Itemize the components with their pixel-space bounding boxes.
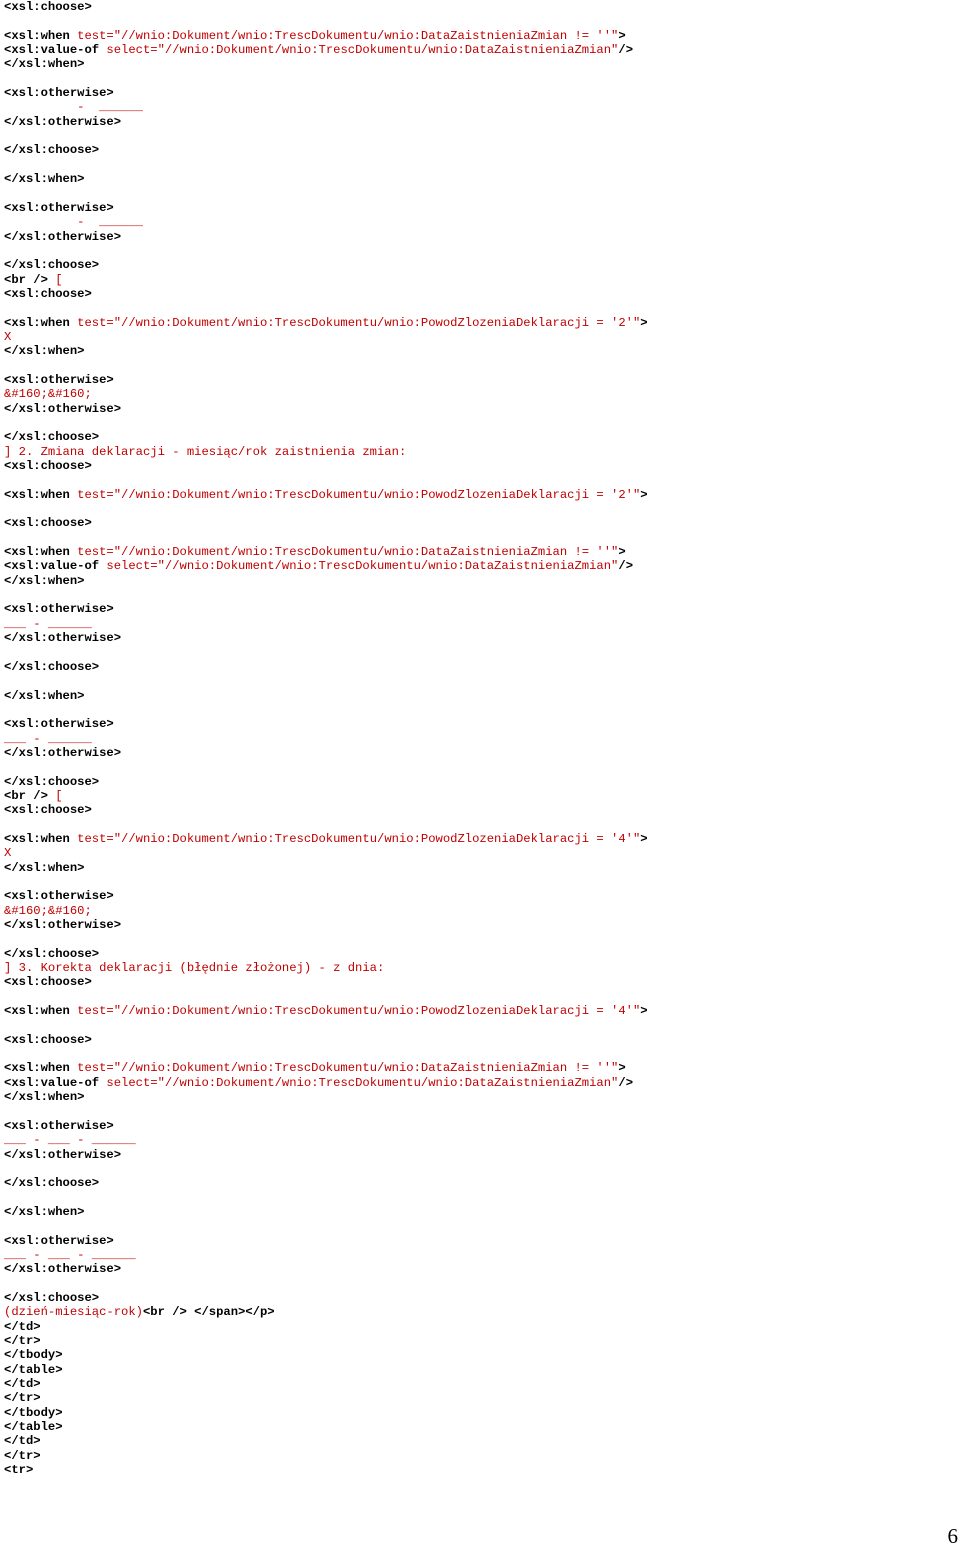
blank-line	[4, 1018, 648, 1032]
xml-tag: </tr>	[4, 1448, 41, 1463]
xml-tag: />	[618, 43, 634, 58]
xml-tag: <xsl:otherwise>	[4, 86, 114, 101]
blank-line	[4, 186, 648, 200]
xml-tag: </tbody>	[4, 1348, 63, 1363]
attribute-or-text: - ______	[4, 215, 143, 230]
attribute-or-text: test="//wnio:Dokument/wnio:TrescDokumentu/wnio:PowodZlozeniaDeklaracji = '4'"	[77, 1004, 641, 1019]
code-line	[4, 1348, 648, 1362]
xml-tag: </tr>	[4, 1391, 41, 1406]
code-line	[4, 631, 648, 645]
code-line	[4, 445, 648, 459]
blank-line	[4, 1219, 648, 1233]
xml-tag: <xsl:when	[4, 315, 78, 330]
code-line	[4, 373, 648, 387]
xml-tag: </xsl:choose>	[4, 774, 100, 789]
xml-tag: >	[640, 831, 648, 846]
xsl-code-listing	[4, 0, 648, 1477]
xml-tag: <br />	[4, 272, 48, 287]
xml-tag: <xsl:otherwise>	[4, 889, 114, 904]
attribute-or-text: test="//wnio:Dokument/wnio:TrescDokumentu/wnio:PowodZlozeniaDeklaracji = '4'"	[77, 831, 641, 846]
code-line	[4, 330, 648, 344]
attribute-or-text: &#160;&#160;	[4, 903, 92, 918]
code-line	[4, 961, 648, 975]
code-line	[4, 1133, 648, 1147]
attribute-or-text: - ______	[4, 100, 143, 115]
xml-tag: </xsl:choose>	[4, 659, 100, 674]
code-line	[4, 1391, 648, 1405]
xml-tag: <xsl:when	[4, 487, 78, 502]
attribute-or-text: &#160;&#160;	[4, 387, 92, 402]
xml-tag: </table>	[4, 1420, 63, 1435]
code-line	[4, 273, 648, 287]
xml-tag: <br />	[4, 788, 48, 803]
blank-line	[4, 760, 648, 774]
code-line	[4, 1320, 648, 1334]
xml-tag: </xsl:choose>	[4, 430, 100, 445]
xml-tag: </tbody>	[4, 1405, 63, 1420]
blank-line	[4, 301, 648, 315]
code-line	[4, 0, 648, 14]
xml-tag: <tr>	[4, 1463, 34, 1478]
attribute-or-text: X	[4, 329, 12, 344]
code-line	[4, 488, 648, 502]
code-line	[4, 516, 648, 530]
code-line	[4, 43, 648, 57]
code-line	[4, 732, 648, 746]
code-line	[4, 775, 648, 789]
xml-tag: </xsl:choose>	[4, 258, 100, 273]
xml-tag: <xsl:otherwise>	[4, 717, 114, 732]
code-line	[4, 459, 648, 473]
blank-line	[4, 1162, 648, 1176]
xml-tag: </xsl:choose>	[4, 1176, 100, 1191]
xml-tag: </xsl:when>	[4, 172, 85, 187]
attribute-or-text: select="//wnio:Dokument/wnio:TrescDokumentu/wnio:DataZaistnieniaZmian"	[106, 43, 619, 58]
blank-line	[4, 14, 648, 28]
code-line	[4, 100, 648, 114]
xml-tag: </xsl:when>	[4, 573, 85, 588]
xml-tag: </xsl:otherwise>	[4, 114, 122, 129]
xml-tag: </xsl:choose>	[4, 1290, 100, 1305]
attribute-or-text: ___ - ___ - ______	[4, 1247, 136, 1262]
blank-line	[4, 129, 648, 143]
code-line	[4, 115, 648, 129]
code-line	[4, 1305, 648, 1319]
code-line	[4, 316, 648, 330]
code-line	[4, 1406, 648, 1420]
xml-tag: <xsl:otherwise>	[4, 372, 114, 387]
blank-line	[4, 502, 648, 516]
attribute-or-text: test="//wnio:Dokument/wnio:TrescDokumentu/wnio:PowodZlozeniaDeklaracji = '2'"	[77, 315, 641, 330]
code-line	[4, 689, 648, 703]
xml-tag: </xsl:when>	[4, 688, 85, 703]
xml-tag: >	[640, 315, 648, 330]
attribute-or-text: [	[47, 788, 63, 803]
xml-tag: </xsl:otherwise>	[4, 631, 122, 646]
code-line	[4, 1004, 648, 1018]
code-line	[4, 947, 648, 961]
code-line	[4, 287, 648, 301]
xml-tag: </xsl:when>	[4, 57, 85, 72]
xml-tag: </xsl:otherwise>	[4, 401, 122, 416]
xml-tag: <xsl:otherwise>	[4, 602, 114, 617]
code-line	[4, 430, 648, 444]
code-line	[4, 29, 648, 43]
attribute-or-text: [	[47, 272, 63, 287]
attribute-or-text: X	[4, 846, 12, 861]
xml-tag: <xsl:choose>	[4, 459, 92, 473]
blank-line	[4, 531, 648, 545]
xml-tag: <xsl:value-of	[4, 43, 107, 58]
code-line	[4, 559, 648, 573]
xml-tag: <xsl:choose>	[4, 516, 92, 531]
blank-line	[4, 1277, 648, 1291]
blank-line	[4, 1104, 648, 1118]
xml-tag: >	[618, 1061, 626, 1076]
xml-tag: >	[640, 487, 648, 502]
xml-tag: </xsl:otherwise>	[4, 918, 122, 932]
xml-tag: </xsl:when>	[4, 1090, 85, 1105]
code-line	[4, 57, 648, 71]
xml-tag: </td>	[4, 1434, 41, 1449]
code-line	[4, 387, 648, 401]
blank-line	[4, 158, 648, 172]
attribute-or-text: ___ - ______	[4, 731, 92, 746]
blank-line	[4, 473, 648, 487]
code-line	[4, 172, 648, 186]
xml-tag: </xsl:otherwise>	[4, 745, 122, 760]
xml-tag: </table>	[4, 1362, 63, 1377]
code-line	[4, 1076, 648, 1090]
attribute-or-text: ] 3. Korekta deklaracji (błędnie złożonej) - z dnia:	[4, 961, 385, 976]
code-line	[4, 574, 648, 588]
blank-line	[4, 818, 648, 832]
xml-tag: <xsl:when	[4, 28, 78, 43]
xml-tag: >	[618, 545, 626, 560]
xml-tag: </td>	[4, 1377, 41, 1391]
code-line	[4, 789, 648, 803]
blank-line	[4, 645, 648, 659]
attribute-or-text: select="//wnio:Dokument/wnio:TrescDokumentu/wnio:DataZaistnieniaZmian"	[106, 1075, 619, 1090]
code-line	[4, 402, 648, 416]
xml-tag: />	[618, 559, 634, 574]
blank-line	[4, 703, 648, 717]
code-line	[4, 1119, 648, 1133]
code-line	[4, 617, 648, 631]
code-line	[4, 1377, 648, 1391]
xml-tag: </xsl:otherwise>	[4, 1262, 122, 1277]
code-line	[4, 1291, 648, 1305]
xml-tag: <xsl:choose>	[4, 286, 92, 301]
code-line	[4, 1463, 648, 1477]
blank-line	[4, 244, 648, 258]
xml-tag: </td>	[4, 1319, 41, 1334]
xml-tag: </xsl:when>	[4, 860, 85, 875]
code-line	[4, 846, 648, 860]
xml-tag: >	[640, 1004, 648, 1019]
blank-line	[4, 588, 648, 602]
blank-line	[4, 359, 648, 373]
code-line	[4, 660, 648, 674]
code-line	[4, 861, 648, 875]
xml-tag: <xsl:choose>	[4, 1032, 92, 1047]
attribute-or-text: ] 2. Zmiana deklaracji - miesiąc/rok zaistnienia zmian:	[4, 444, 407, 459]
code-line	[4, 904, 648, 918]
code-line	[4, 1061, 648, 1075]
xml-tag: </xsl:otherwise>	[4, 229, 122, 244]
code-line	[4, 230, 648, 244]
attribute-or-text: ___ - ______	[4, 616, 92, 631]
xml-tag: </tr>	[4, 1333, 41, 1348]
code-line	[4, 1205, 648, 1219]
code-line	[4, 1334, 648, 1348]
code-line	[4, 1363, 648, 1377]
code-line	[4, 1176, 648, 1190]
code-line	[4, 918, 648, 932]
code-line	[4, 1248, 648, 1262]
code-line	[4, 602, 648, 616]
code-line	[4, 86, 648, 100]
code-line	[4, 201, 648, 215]
code-line	[4, 1434, 648, 1448]
xml-tag: <xsl:when	[4, 1061, 78, 1076]
code-line	[4, 1449, 648, 1463]
code-line	[4, 215, 648, 229]
attribute-or-text: ___ - ___ - ______	[4, 1133, 136, 1148]
xml-tag: <xsl:choose>	[4, 803, 92, 818]
code-line	[4, 889, 648, 903]
xml-tag: </xsl:otherwise>	[4, 1147, 122, 1162]
code-line	[4, 1090, 648, 1104]
code-line	[4, 717, 648, 731]
attribute-or-text: test="//wnio:Dokument/wnio:TrescDokumentu/wnio:DataZaistnieniaZmian != ''"	[77, 28, 619, 43]
xml-tag: <xsl:value-of	[4, 1075, 107, 1090]
xml-tag: <xsl:value-of	[4, 559, 107, 574]
code-line	[4, 1234, 648, 1248]
blank-line	[4, 990, 648, 1004]
blank-line	[4, 674, 648, 688]
xml-tag: <xsl:when	[4, 545, 78, 560]
code-line	[4, 143, 648, 157]
code-line	[4, 258, 648, 272]
xml-tag: <xsl:when	[4, 831, 78, 846]
code-line	[4, 545, 648, 559]
code-line	[4, 746, 648, 760]
code-line	[4, 1033, 648, 1047]
attribute-or-text: (dzień-miesiąc-rok)	[4, 1305, 143, 1320]
attribute-or-text: test="//wnio:Dokument/wnio:TrescDokumentu/wnio:DataZaistnieniaZmian != ''"	[77, 1061, 619, 1076]
code-line	[4, 1148, 648, 1162]
blank-line	[4, 875, 648, 889]
code-line	[4, 1420, 648, 1434]
blank-line	[4, 1191, 648, 1205]
attribute-or-text: select="//wnio:Dokument/wnio:TrescDokumentu/wnio:DataZaistnieniaZmian"	[106, 559, 619, 574]
xml-tag: >	[618, 28, 626, 43]
xml-tag: </xsl:when>	[4, 1204, 85, 1219]
xml-tag: />	[618, 1075, 634, 1090]
blank-line	[4, 416, 648, 430]
xml-tag: <xsl:choose>	[4, 0, 92, 14]
blank-line	[4, 1047, 648, 1061]
xml-tag: </xsl:choose>	[4, 143, 100, 158]
xml-tag: <xsl:otherwise>	[4, 1118, 114, 1133]
xml-tag: <br /> </span></p>	[142, 1305, 275, 1320]
code-line	[4, 975, 648, 989]
xml-tag: <xsl:otherwise>	[4, 200, 114, 215]
code-line	[4, 1262, 648, 1276]
blank-line	[4, 72, 648, 86]
attribute-or-text: test="//wnio:Dokument/wnio:TrescDokumentu/wnio:PowodZlozeniaDeklaracji = '2'"	[77, 487, 641, 502]
xml-tag: </xsl:choose>	[4, 946, 100, 961]
xml-tag: <xsl:when	[4, 1004, 78, 1019]
xml-tag: </xsl:when>	[4, 344, 85, 359]
code-line	[4, 832, 648, 846]
attribute-or-text: test="//wnio:Dokument/wnio:TrescDokumentu/wnio:DataZaistnieniaZmian != ''"	[77, 545, 619, 560]
xml-tag: <xsl:otherwise>	[4, 1233, 114, 1248]
code-line	[4, 344, 648, 358]
page-number: 6	[947, 1524, 958, 1548]
blank-line	[4, 932, 648, 946]
code-line	[4, 803, 648, 817]
xml-tag: <xsl:choose>	[4, 975, 92, 990]
